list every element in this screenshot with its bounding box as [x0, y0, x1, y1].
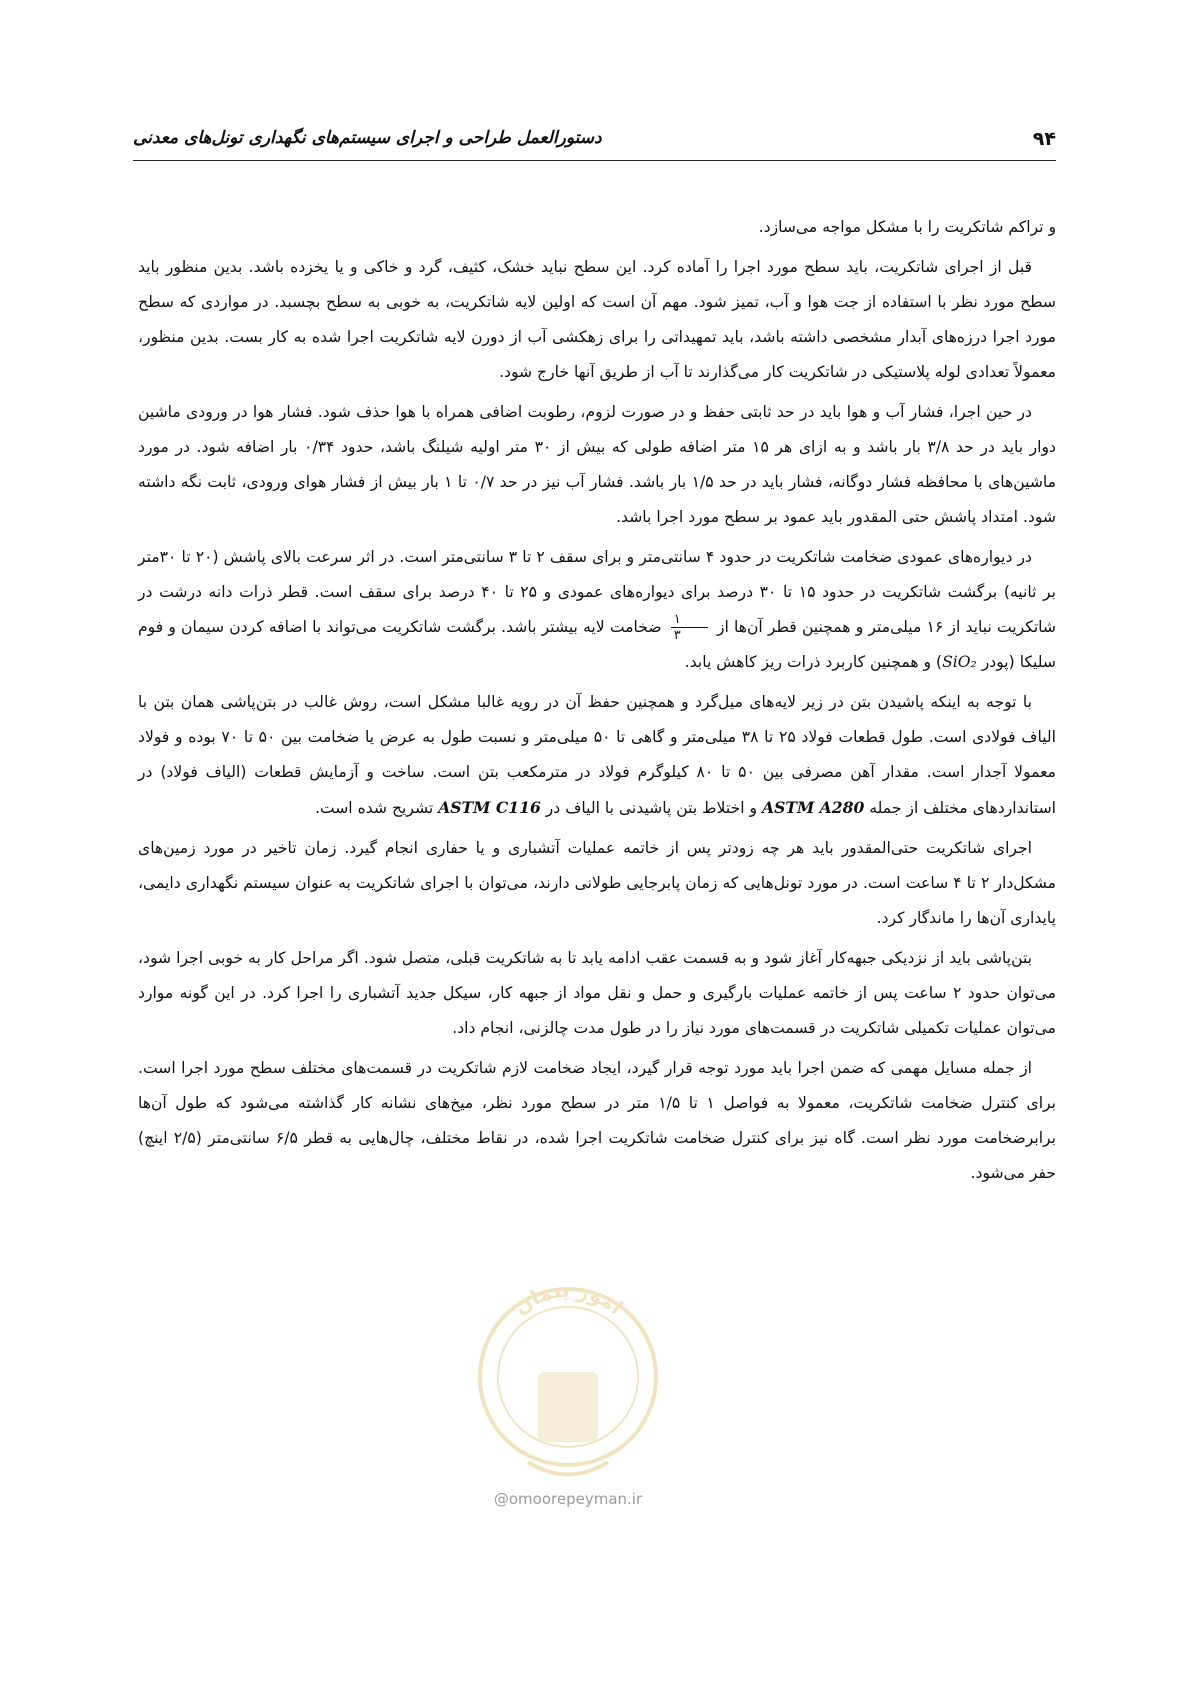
sio2-formula: SiO₂: [942, 653, 977, 671]
standard-astm-a280: ASTM A280: [762, 798, 865, 817]
paragraph-shotcrete-thickness: [138, 540, 1056, 680]
fibers-text-3: تشریح شده است.: [314, 799, 434, 817]
watermark-url: @omoorepeyman.ir: [493, 1490, 643, 1508]
paragraph-steel-fibers: [138, 685, 1056, 826]
svg-text:امور پیمان: [509, 1278, 627, 1319]
fibers-text-2: و اختلاط بتن پاشیدنی با الیاف در: [545, 799, 758, 817]
page-header: [133, 120, 1056, 161]
paragraph-continuation: و تراکم شاتکریت را با مشکل مواجه می‌سازد.: [758, 218, 1056, 236]
fibers-text-1: با توجه به اینکه پاشیدن بتن در زیر لایه‌های میل‌گرد و همچنین حفظ آن در رویه غالبا مشکل است، روش غالب در بتن‌پاشی همان بتن با الیاف فولادی است. طول قطعات فولاد ۲۵ تا ۳۸ میلی‌متر و گاهی تا ۵۰ میلی‌متر و نسبت طول به عرض یا ضخامت بین ۵۰ تا ۷۰ بوده و فولاد معمولا آجدار است. مقدار آهن مصرفی بین ۵۰ تا ۸۰ کیلوگرم فولاد در مترمکعب بتن است. ساخت و آزمایش قطعات (الیاف فولاد) در استانداردهای مختلف از جمله: [138, 693, 1056, 817]
paragraph-spraying-sequence: بتن‌پاشی باید از نزدیکی جبهه‌کار آغاز شود و به قسمت عقب ادامه یابد تا به شاتکریت قبلی، متصل شود. اگر مراحل کار به خوبی اجرا شود، می‌توان حدود ۲ ساعت پس از خاتمه عملیات بارگیری و حمل و نقل مواد از جبهه کار، سیکل جدید آتشباری را اجرا کرد. در این گونه موارد می‌توان عملیات تکمیلی شاتکریت در قسمت‌های مورد نیاز را در طول مدت چالزنی، انجام داد.: [138, 949, 1056, 1037]
paragraph-thickness-control: از جمله مسایل مهمی که ضمن اجرا باید مورد توجه قرار گیرد، ایجاد ضخامت لازم شاتکریت در قسمت‌های مختلف سطح مورد اجرا است. برای کنترل ضخامت شاتکریت، معمولا به فواصل ۱ تا ۱/۵ متر در سطح مورد نظر، میخ‌های نشانه کار گذاشته می‌شود که طول آن‌ها برابرضخامت مورد نظر است. گاه نیز برای کنترل ضخامت شاتکریت اجرا شده، در نقاط مختلف، چال‌هایی به قطر ۶/۵ سانتی‌متر (۲/۵ اینچ) حفر می‌شود.: [138, 1059, 1056, 1182]
thickness-text-3: ) و همچنین کاربرد ذرات ریز کاهش یابد.: [684, 653, 943, 671]
fraction-denominator: ۳: [673, 628, 681, 643]
watermark-logo-text: امور پیمان: [509, 1277, 628, 1320]
paragraph-air-water-pressure: در حین اجرا، فشار آب و هوا باید در حد ثابتی حفظ و در صورت لزوم، رطوبت اضافی همراه با هوا حذف شود. فشار هوا در ورودی ماشین دوار باید در حد ۳/۸ بار باشد و به ازای هر ۱۵ متر اضافه طولی که بیش از ۳۰ متر اولیه شیلنگ باشد، حدود ۰/۳۴ بار اضافه شود. در مورد ماشین‌های با محافظه فشار دوگانه، فشار باید در حد ۱/۵ بار باشد. فشار آب نیز در حد ۰/۷ تا ۱ بار بیش از فشار هوای ورودی، ثابت نگه داشته شود. امتداد پاشش حتی المقدور باید عمود بر سطح مورد اجرا باشد.: [138, 403, 1056, 526]
thickness-text-2: ضخامت لایه بیشتر باشد. برگشت شاتکریت می‌تواند با اضافه کردن سیمان و فوم سلیکا (پودر: [138, 618, 1056, 671]
paragraph-timing: اجرای شاتکریت حتی‌المقدور باید هر چه زودتر پس از خاتمه عملیات آتشباری و یا حفاری انجام گیرد. زمان تاخیر در مورد زمین‌های مشکل‌دار ۲ تا ۴ ساعت است. در مورد تونل‌هایی که زمان پابرجایی طولانی دارند، می‌توان با اجرای شاتکریت به عنوان سیستم نگهداری دایمی، پایداری آن‌ها را ماندگار کرد.: [138, 839, 1056, 927]
running-title: دستورالعمل طراحی و اجرای سیستم‌های نگهداری تونل‌های معدنی: [133, 128, 602, 148]
page-number: ۹۴: [1032, 128, 1056, 150]
paragraph-surface-preparation: قبل از اجرای شاتکریت، باید سطح مورد اجرا را آماده کرد. این سطح نباید خشک، کثیف، گرد و خاکی و یا یخزده باشد. بدین منظور باید سطح مورد نظر با استفاده از جت هوا و آب، تمیز شود. مهم آن است که اولین لایه شاتکریت، به خوبی به سطح بچسبد. در مواردی که سطح مورد اجرا درزه‌های آبدار مشخصی داشته باشد، باید تمهیداتی را برای زهکشی آب از دورن لایه شاتکریت اجرا شده به کار بست. بدین منظور، معمولاً تعدادی لوله پلاستیکی در شاتکریت کار می‌گذارند تا آب از طریق آنها خارج شود.: [138, 258, 1056, 381]
standard-astm-c116: ASTM C116: [438, 798, 541, 817]
thickness-text-1: در دیواره‌های عمودی ضخامت شاتکریت در حدود ۴ سانتی‌متر و برای سقف ۲ تا ۳ سانتی‌متر است. در اثر سرعت بالای پاشش (۲۰ تا ۳۰متر بر ثانیه) برگشت شاتکریت در حدود ۱۵ تا ۳۰ درصد برای دیواره‌های عمودی و ۲۵ تا ۴۰ درصد برای سقف است. قطر ذرات دانه درشت در شاتکریت نباید از ۱۶ میلی‌متر و همچنین قطر آن‌ها از: [138, 548, 1056, 636]
fraction-one-third: [671, 612, 708, 643]
fraction-numerator: ۱: [671, 612, 708, 628]
body-text: [138, 210, 1056, 1196]
watermark-logo: [468, 1262, 668, 1492]
